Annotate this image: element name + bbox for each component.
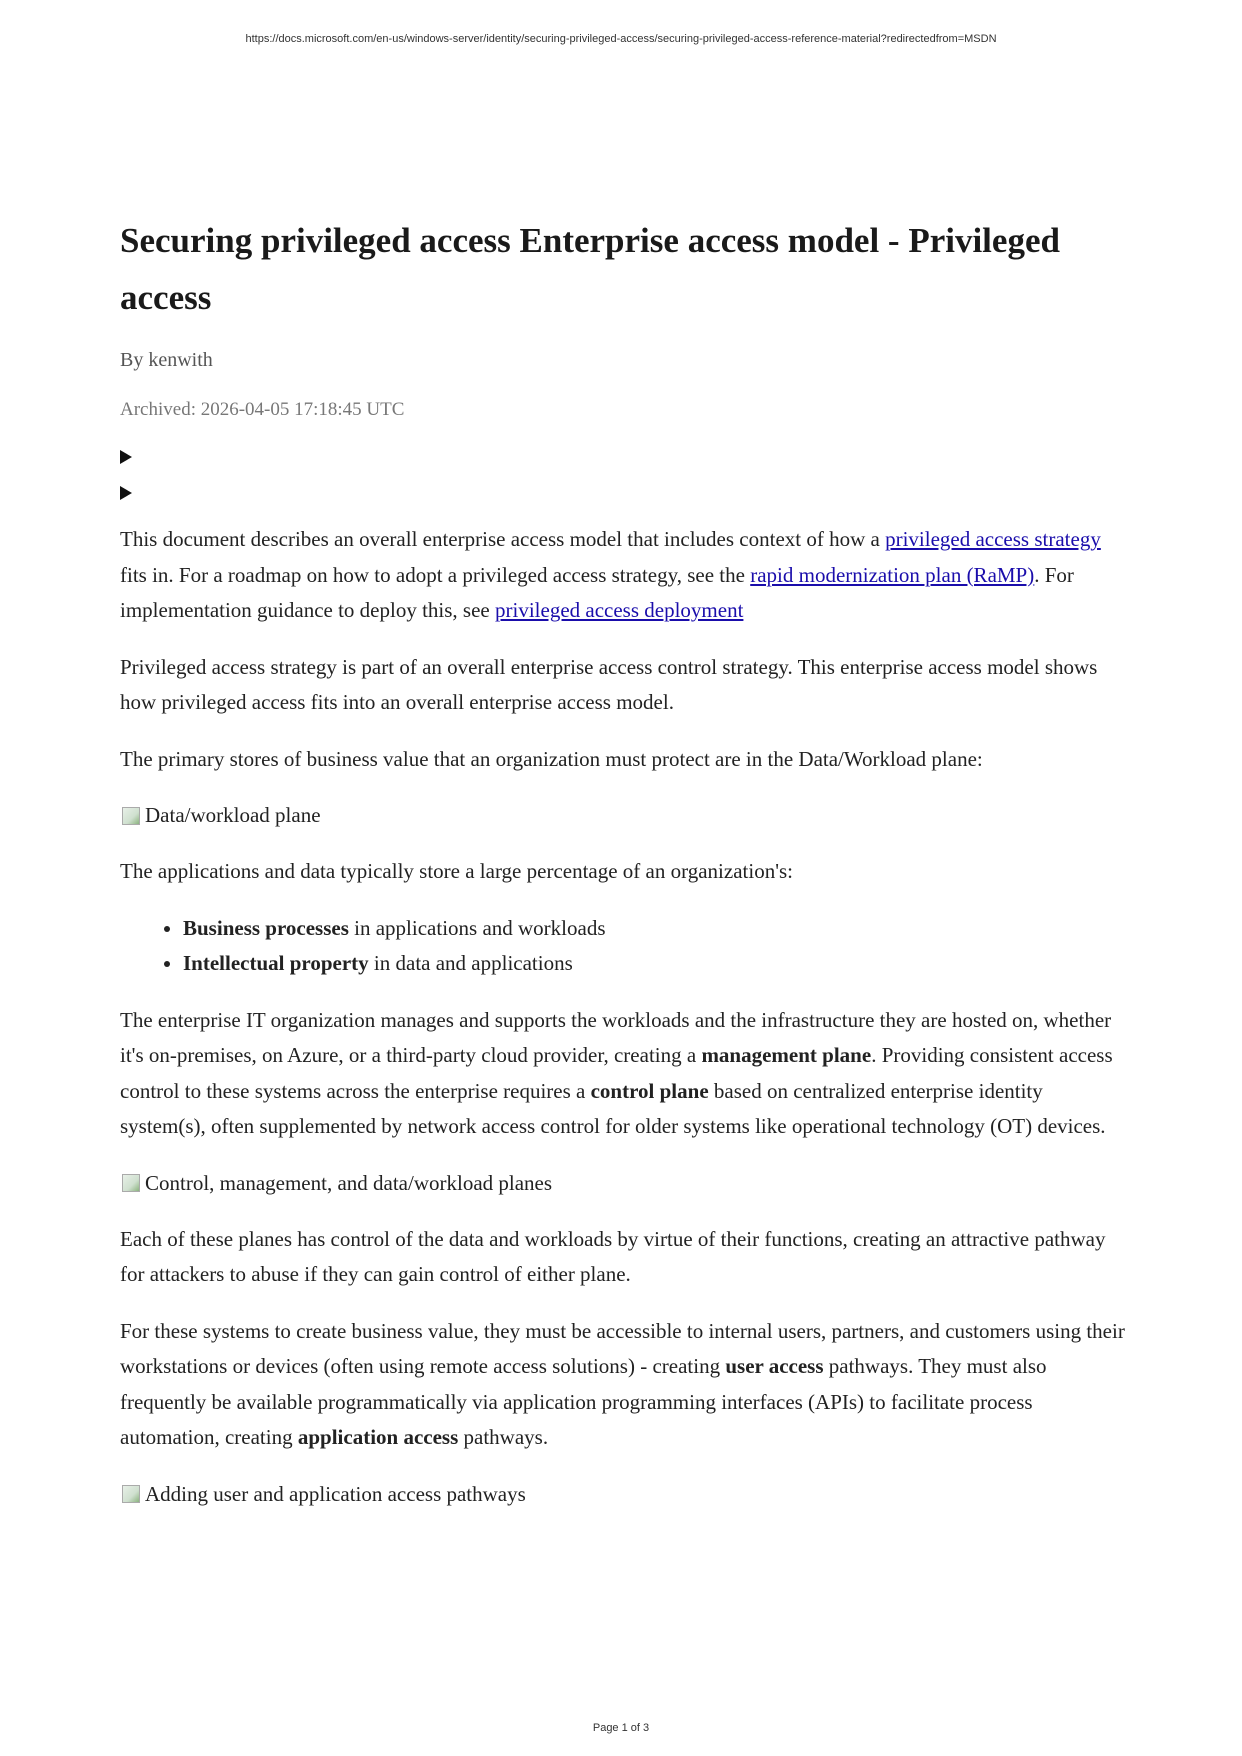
- paragraph: Privileged access strategy is part of an overall enterprise access control strategy. This enterprise access model shows how privileged access fits into an overall enterprise access model.: [120, 654, 1098, 714]
- bold-text: user access: [725, 1354, 824, 1378]
- bold-text: control plane: [590, 1078, 709, 1103]
- image-alt-text: Adding user and application access pathways: [145, 1481, 526, 1506]
- text: in applications and workloads: [348, 915, 606, 940]
- broken-image-icon: [120, 1483, 142, 1505]
- bold-text: Intellectual property: [183, 951, 369, 975]
- link-privileged-access-deployment[interactable]: privileged access deployment: [495, 598, 744, 622]
- paragraph: [120, 1314, 1132, 1456]
- link-ramp[interactable]: rapid modernization plan (RaMP): [750, 562, 1035, 587]
- page-number: Page 1 of 3: [592, 1722, 650, 1734]
- paragraph: Each of these planes has control of the data and workloads by virtue of their functions, creating an attractive pathway for attackers to abuse if they can gain control of either plane.: [120, 1226, 1106, 1286]
- bold-text: Business processes: [183, 915, 349, 940]
- image-alt-text: Data/workload plane: [145, 803, 321, 827]
- archived-date: Archived: 2026-04-05 17:18:45 UTC: [120, 399, 405, 420]
- link-privileged-access-strategy[interactable]: privileged access strategy: [885, 527, 1101, 551]
- text: pathways.: [458, 1425, 549, 1449]
- text: based on centralized enterprise identity system(s), often supplemented by network access control for older systems like operational technology (OT) devices.: [120, 1078, 1106, 1138]
- disclosure-triangle-icon[interactable]: [120, 450, 132, 464]
- list-item: [183, 911, 1132, 947]
- text: For these systems to create business value, they must be accessible to internal users, partners, and customers using their workstations or devices (often using remote access solutions) - creating: [120, 1318, 1125, 1378]
- bullet-list: [120, 911, 1132, 982]
- text: The enterprise IT organization manages and supports the workloads and the infrastructure they are hosted on, whether it's on-premises, on Azure, or a third-party cloud provider, creating a: [120, 1007, 1112, 1067]
- image-alt-text: Control, management, and data/workload planes: [145, 1170, 553, 1195]
- text: pathways. They must also frequently be available programmatically via application programming interfaces (APIs) to facilitate process automation, creating: [120, 1354, 1047, 1449]
- article: [120, 212, 1132, 1533]
- text: . Providing consistent access control to these systems across the enterprise requires a: [120, 1043, 1113, 1103]
- bold-text: management plane: [701, 1043, 872, 1067]
- text: This document describes an overall enterprise access model that includes context of how a: [120, 527, 886, 551]
- text: fits in. For a roadmap on how to adopt a privileged access strategy, see the: [120, 562, 751, 587]
- disclosure-triangle-icon[interactable]: [120, 486, 132, 500]
- text: in data and applications: [368, 951, 573, 975]
- image-access-pathways: [120, 1477, 1132, 1512]
- text: . For implementation guidance to deploy this, see: [120, 562, 1074, 622]
- byline: By kenwith: [120, 349, 213, 371]
- paragraph: The applications and data typically store a large percentage of an organization's:: [120, 859, 793, 883]
- broken-image-icon: [120, 1172, 142, 1194]
- image-data-workload-plane: [120, 798, 1132, 833]
- list-item: [183, 946, 1132, 982]
- paragraph: [120, 1003, 1132, 1145]
- page-title: Securing privileged access Enterprise access model - Privileged access: [120, 221, 1060, 317]
- broken-image-icon: [120, 805, 142, 827]
- paragraph: The primary stores of business value that an organization must protect are in the Data/Workload plane:: [120, 746, 983, 771]
- paragraph-intro: [120, 522, 1132, 629]
- bold-text: application access: [297, 1425, 459, 1449]
- page-url: https://docs.microsoft.com/en-us/windows-server/identity/securing-privileged-access/securing-privileged-access-reference-material?redirectedfrom=MSDN: [245, 33, 997, 45]
- image-planes: [120, 1166, 1132, 1201]
